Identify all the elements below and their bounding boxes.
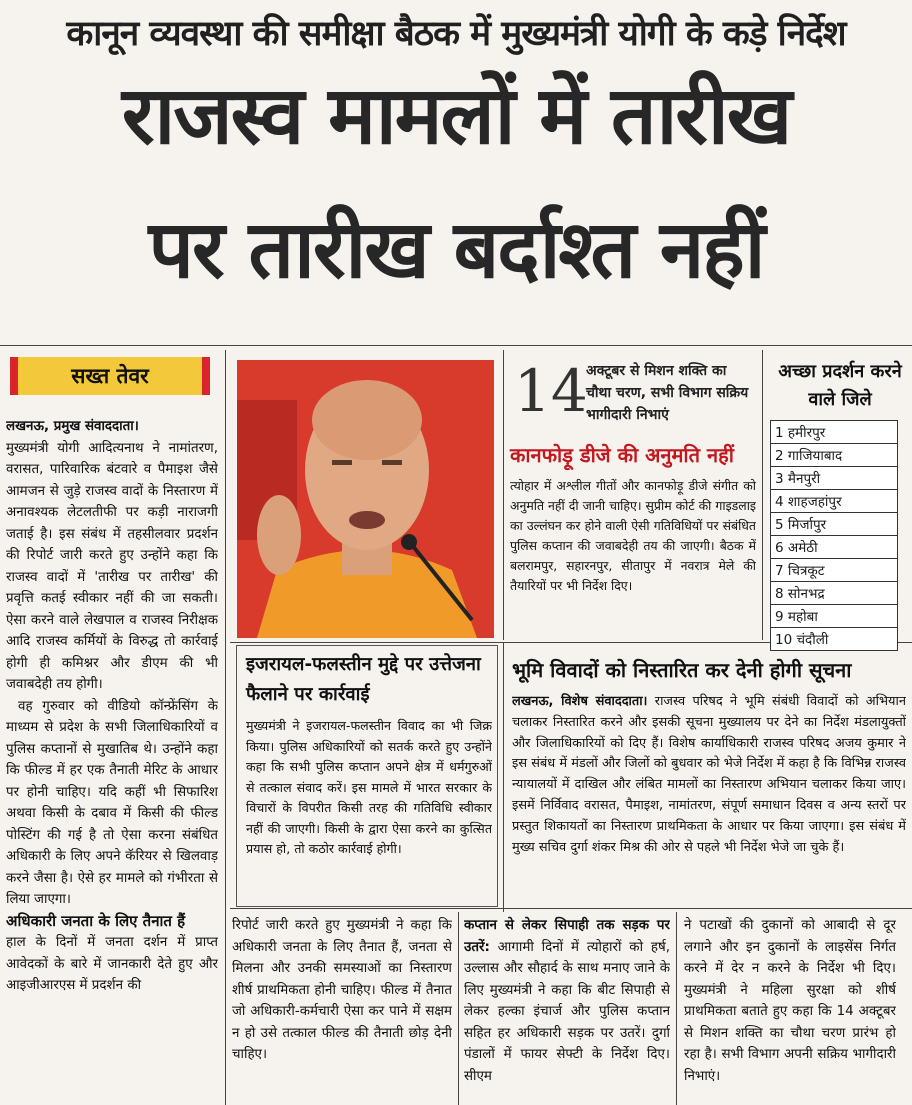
ranking-row — [771, 582, 898, 605]
mission-head: कानफोड़ू डीजे की अनुमति नहीं — [510, 443, 734, 467]
paragraph: हाल के दिनों में जनता दर्शन में प्राप्त आवेदकों के बारे में जानकारी देते हुए और आइजीआरएस में प्रदर्शन की — [6, 935, 218, 993]
israel-head: इजरायल-फलस्तीन मुद्दे पर उत्तेजना फैलाने पर कार्रवाई — [246, 654, 481, 705]
byline: लखनऊ, प्रमुख संवाददाता। — [6, 419, 139, 434]
ranking-item: 1 हमीरपुर — [771, 421, 898, 444]
ranking-list — [770, 420, 910, 648]
ranking-item: 7 चित्रकूट — [771, 559, 898, 582]
ranking-table — [770, 420, 898, 651]
bottom-col-3: ने पटाखों की दुकानों को आबादी से दूर लगाने और इन दुकानों के लाइसेंस निर्गत करने में देर न करने के निर्देश भी दिए। मुख्यमंत्री ने महिला सुरक्षा को शीर्ष प्राथमिकता बताते हुए कहा कि 14 अक्टूबर से मिशन शक्ति का चौथा चरण प्रारंभ हो रहा है। सभी विभाग अपनी सक्रिय भागीदारी निभाएं। — [684, 918, 896, 1084]
paragraph: मुख्यमंत्री योगी आदित्यनाथ ने नामांतरण, वरासत, पारिवारिक बंटवारे व पैमाइश जैसे आमजन से जुड़े राजस्व वादों के निस्तारण में अनावश्यक लेटलतीफी पर कड़ी नाराजगी जताई है। इस संबंध में तहसीलवार प्रदर्शन की रिपोर्ट जारी करते हुए उन्होंने कहा कि राजस्व वादों में 'तारीख पर तारीख' की प्रवृत्ति कतई स्वीकार नहीं की जा सकती। ऐसा करने वाले लेखपाल व राजस्व निरीक्षक आदि राजस्व कर्मियों के विरुद्ध तो कार्रवाई होगी ही कमिश्नर और डीएम की भी जवाबदेही तय होगी। — [6, 440, 218, 692]
ranking-row — [771, 467, 898, 490]
bottom-col-2 — [464, 915, 670, 1105]
ranking-row — [771, 536, 898, 559]
divider — [676, 912, 677, 1105]
ranking-item: 10 चंदौली — [771, 628, 898, 651]
bottom-col-2-text: आगामी दिनों में त्योहारों को हर्ष, उल्लास और सौहार्द के साथ मनाए जाने के लिए मुख्यमंत्री ने कहा कि बीट सिपाही से लेकर हल्का इंचार्ज और पुलिस कप्तान सहित हर अधिकारी सड़क पर उतरें। दुर्गा पंडालों में फायर सेफ्टी के निर्देश दिए। सीएम — [464, 939, 670, 1084]
person-photo-icon — [237, 360, 494, 638]
mission-text: अक्टूबर से मिशन शक्ति का चौथा चरण, सभी विभाग सक्रिय भागीदारी निभाएं — [586, 363, 749, 423]
divider — [503, 350, 504, 640]
divider — [230, 908, 912, 909]
kicker: कानून व्यवस्था की समीक्षा बैठक में मुख्यमंत्री योगी के कड़े निर्देश — [66, 14, 846, 54]
ranking-item: 4 शाहजहांपुर — [771, 490, 898, 513]
israel-body: मुख्यमंत्री ने इजरायल-फलस्तीन विवाद का भी जिक्र किया। पुलिस अधिकारियों को सतर्क करते हुए उन्होंने कहा कि सभी पुलिस कप्तान अपने क्षेत्र में धर्मगुरुओं से तत्काल संवाद करें। इस मामले में भारत सरकार के विचारों के विपरीत किसी तरह की गतिविधि स्वीकार नहीं की जाएगी। किसी के द्वारा ऐसा करने का कुत्सित प्रयास हो, तो कठोर कार्रवाई होगी। — [246, 718, 492, 856]
headline-line-1: राजस्व मामलों में तारीख — [121, 69, 791, 162]
ranking-item: 9 महोबा — [771, 605, 898, 628]
person-photo — [237, 360, 494, 638]
bottom-col-1: रिपोर्ट जारी करते हुए मुख्यमंत्री ने कहा कि अधिकारी जनता के लिए तैनात हैं, जनता से मिलना और उनकी समस्याओं का निस्तारण शीर्ष प्राथमिकता होनी चाहिए। फील्ड में तैनात जो अधिकारी-कर्मचारी ऐसा कर पाने में सक्षम न हो उसे तत्काल फील्ड की तैनाती छोड़ देनी चाहिए। — [232, 918, 452, 1062]
land-body — [512, 692, 906, 904]
land-byline: लखनऊ, विशेष संवाददाता। — [512, 694, 648, 709]
ranking-item: 2 गाजियाबाद — [771, 444, 898, 467]
ranking-item: 3 मैनपुरी — [771, 467, 898, 490]
divider — [0, 345, 912, 346]
subhead: अधिकारी जनता के लिए तैनात हैं — [6, 911, 186, 930]
ranking-row — [771, 444, 898, 467]
divider — [762, 350, 763, 640]
divider — [458, 912, 459, 1105]
land-text: राजस्व परिषद ने भूमि संबंधी विवादों को अभियान चलाकर निस्तारित करने और इसकी सूचना मुख्यालय पर देने का निर्देश मंडलायुक्तों और जिलाधिकारियों को दिए हैं। विशेष कार्याधिकारी राजस्व परिषद अजय कुमार ने इस संबंध में मंडलों और जिलों को बुधवार को भेजे निर्देश में कहा है कि विभिन्न राजस्व न्यायालयों में दाखिल और लंबित मामलों का निस्तारण अभियान चलाकर किया जाए। इसमें निर्विवाद वरासत, पैमाइश, नामांतरण, संपूर्ण समाधान दिवस व अन्य स्तरों पर प्रस्तुत शिकायतों का निस्तारण प्राथमिकता के आधार पर किया जाएगा। इस संबंध में मुख्य सचिव दुर्गा शंकर मिश्र की ओर से पहले भी निर्देश भेजे जा चुके हैं। — [512, 694, 906, 855]
paragraph: वह गुरुवार को वीडियो कॉन्फ्रेंसिंग के माध्यम से प्रदेश के सभी जिलाधिकारियों व पुलिस कप्तानों से मुखातिब थे। उन्होंने कहा कि फील्ड में हर एक तैनाती मेरिट के आधार पर होनी चाहिए। यदि कहीं भी सिफारिश अथवा किसी के दबाव में किसी की फील्ड पोस्टिंग की गई है तो ऐसा करना संबंधित अधिकारी के लिए अपने कॅरियर से खिलवाड़ करने जैसा है। ऐसे हर मामले को गंभीरता से लिया जाएगा। — [6, 698, 218, 907]
mission-body: त्योहार में अश्लील गीतों और कानफोड़ू डीजे संगीत को अनुमति नहीं दी जानी चाहिए। सुप्रीम कोर्ट की गाइडलाइ का उल्लंघन कर होने वाली ऐसी गतिविधियों पर संबंधित पुलिस कप्तान की जवाबदेही तय की जाएगी। बैठक में बलरामपुर, सहारनपुर, सीतापुर में नवरात्र मेले की तैयारियों पर भी निर्देश दिए। — [510, 478, 756, 593]
headline-line-2: पर तारीख बर्दाश्त नहीं — [148, 203, 764, 296]
section-badge: सख्त तेवर — [10, 357, 210, 395]
ranking-item: 6 अमेठी — [771, 536, 898, 559]
ranking-row — [771, 628, 898, 651]
ranking-title: अच्छा प्रदर्शन करने वाले जिले — [778, 361, 902, 410]
ranking-item: 5 मिर्जापुर — [771, 513, 898, 536]
mission-number: 14 — [514, 357, 588, 425]
ranking-row — [771, 513, 898, 536]
bottom-col-2-head: कप्तान से लेकर सिपाही तक सड़क पर उतरें: — [464, 918, 670, 955]
ranking-row — [771, 490, 898, 513]
left-column — [6, 416, 218, 1105]
divider — [503, 642, 504, 912]
ranking-row — [771, 421, 898, 444]
ranking-item: 8 सोनभद्र — [771, 582, 898, 605]
ranking-row — [771, 559, 898, 582]
ranking-row — [771, 605, 898, 628]
land-head: भूमि विवादों को निस्तारित कर देनी होगी सूचना — [512, 658, 852, 682]
divider — [225, 350, 226, 1105]
